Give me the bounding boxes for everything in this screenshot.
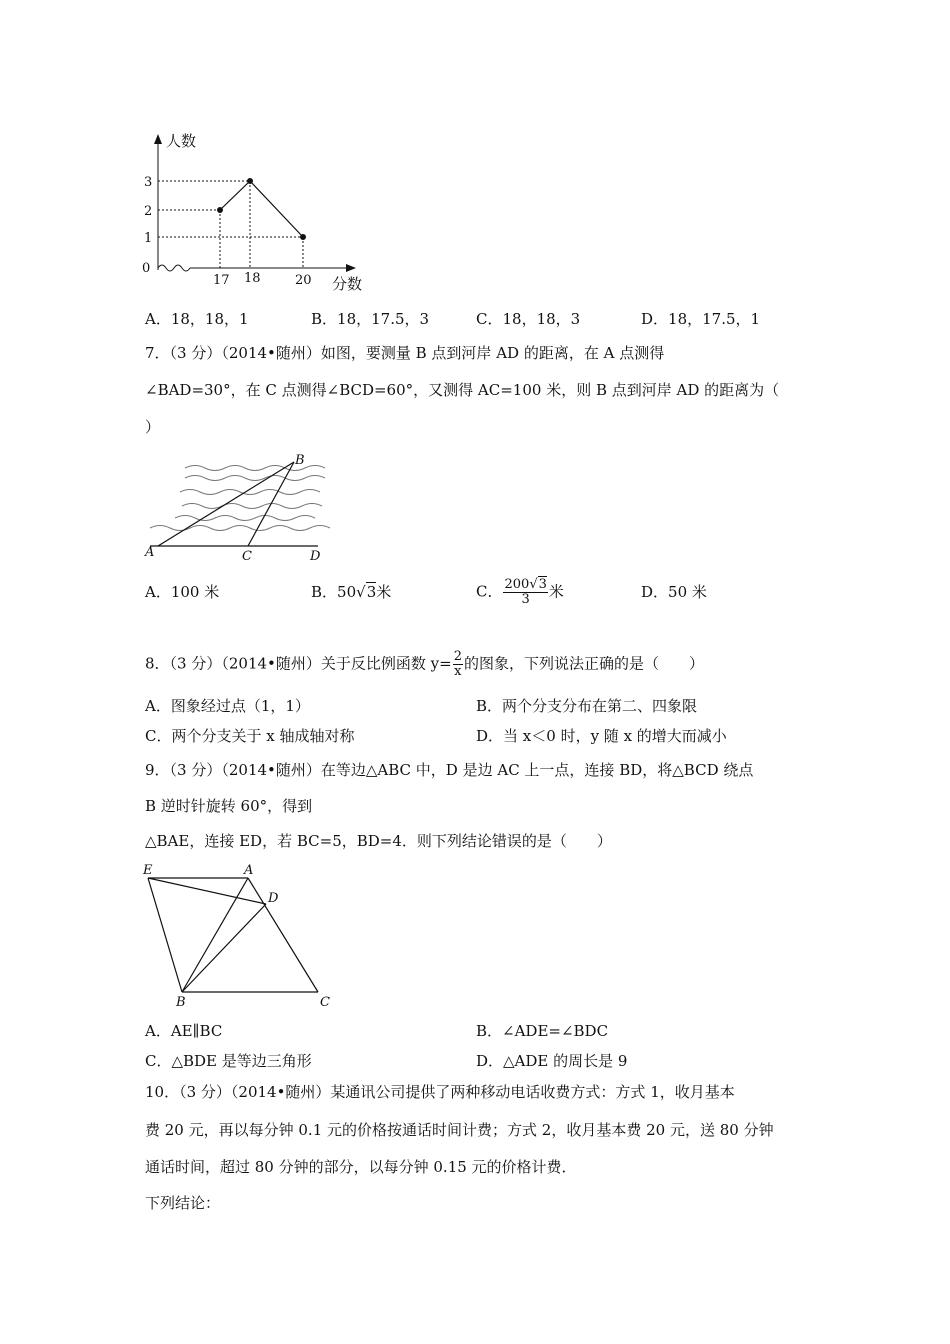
q7-option-b-unit: 米 (376, 583, 392, 601)
label-c: C (242, 549, 252, 564)
data-line (220, 181, 303, 237)
q9-triangle-figure (140, 860, 340, 1010)
q7-option-b (311, 582, 391, 602)
q7-option-b-root: 3 (366, 583, 377, 601)
q6-option-a: A．18，18，1 (145, 310, 249, 328)
q8-stem-suffix: 的图象，下列说法正确的是（ ） (463, 654, 704, 673)
river-waves (150, 466, 330, 531)
q10-stem-line2: 费 20 元，再以每分钟 0.1 元的价格按通话时间计费；方式 2，收月基本费 20 元，送 80 分钟 (145, 1121, 774, 1139)
y-tick-3: 3 (144, 175, 153, 190)
q8-option-a: A．图象经过点（1，1） (145, 697, 310, 715)
q7-option-c (476, 578, 564, 607)
q7-stem-line1: 7．（3 分）（2014•随州）如图，要测量 B 点到河岸 AD 的距离，在 A 点测得 (145, 344, 665, 362)
point-17-2 (217, 207, 223, 213)
segment-bd (182, 904, 266, 992)
frac-coef: 200 (504, 577, 530, 592)
q10-stem-line3: 通话时间，超过 80 分钟的部分，以每分钟 0.15 元的价格计费． (145, 1158, 577, 1176)
x-axis-arrow (346, 264, 356, 272)
q8-frac-num: 2 (453, 649, 462, 664)
label-d: D (268, 891, 279, 906)
q9-stem-line3: △BAE，连接 ED，若 BC=5，BD=4．则下列结论错误的是（ ） (145, 832, 612, 850)
q6-option-c: C．18，18，3 (476, 310, 581, 328)
q7-option-b-prefix: B．50 (311, 583, 357, 601)
q8-stem-prefix: 8．（3 分）（2014•随州）关于反比例函数 y= (145, 654, 452, 673)
segment-ab (182, 878, 248, 992)
point-18-3 (247, 178, 253, 184)
q6-score-chart (140, 128, 380, 298)
q8-stem (145, 650, 704, 679)
segment-cb (248, 462, 294, 546)
q10-stem-line1: 10．（3 分）（2014•随州）某通讯公司提供了两种移动电话收费方式：方式 1，收月基本 (145, 1083, 735, 1101)
q9-option-c: C．△BDE 是等边三角形 (145, 1052, 312, 1070)
x-tick-17: 17 (213, 273, 230, 288)
label-a: A (244, 863, 254, 878)
label-d: D (310, 549, 321, 564)
label-a: A (145, 545, 155, 560)
segment-ac (248, 878, 318, 992)
frac-root: 3 (538, 577, 547, 592)
q7-option-d: D．50 米 (641, 583, 707, 601)
q7-stem-line2: ∠BAD=30°，在 C 点测得∠BCD=60°，又测得 AC=100 米，则 B 点到河岸 AD 的距离为（ (145, 381, 780, 399)
q9-option-b: B．∠ADE=∠BDC (476, 1022, 609, 1040)
q9-option-a: A．AE∥BC (145, 1022, 223, 1040)
q6-option-b: B．18，17.5，3 (311, 310, 430, 328)
frac-denominator: 3 (521, 592, 530, 607)
segment-ed (148, 878, 266, 904)
q9-stem-line2: B 逆时针旋转 60°，得到 (145, 797, 313, 815)
q10-stem-line4: 下列结论： (145, 1194, 221, 1212)
q7-option-a: A．100 米 (145, 583, 220, 601)
q8-option-b: B．两个分支分布在第二、四象限 (476, 697, 698, 715)
q9-stem-line1: 9．（3 分）（2014•随州）在等边△ABC 中，D 是边 AC 上一点，连接 BD，将△BCD 绕点 (145, 761, 754, 779)
origin-label: 0 (142, 261, 151, 276)
q7-option-c-unit: 米 (548, 582, 564, 601)
y-tick-2: 2 (144, 204, 153, 219)
x-tick-18: 18 (244, 271, 261, 286)
q6-option-d: D．18，17.5，1 (641, 310, 761, 328)
x-tick-20: 20 (295, 273, 312, 288)
q8-frac-den: x (454, 664, 462, 679)
point-20-1 (300, 234, 306, 240)
label-e: E (143, 863, 153, 878)
q9-option-d: D．△ADE 的周长是 9 (476, 1052, 628, 1070)
q8-fraction (453, 650, 463, 679)
axis-break (158, 265, 190, 271)
x-axis-label: 分数 (332, 275, 363, 293)
q7-river-figure (140, 450, 340, 570)
label-c: C (320, 995, 330, 1010)
q8-option-d: D．当 x＜0 时，y 随 x 的增大而减小 (476, 727, 727, 745)
segment-eb (148, 878, 182, 992)
y-axis-label: 人数 (166, 132, 197, 150)
q7-option-c-prefix: C． (476, 582, 503, 601)
q7-stem-line3: ） (145, 418, 161, 436)
label-b: B (295, 453, 305, 468)
sqrt-sign: √ (356, 583, 366, 601)
y-tick-1: 1 (144, 231, 153, 246)
sqrt-sign: √ (529, 577, 538, 592)
y-axis-arrow (154, 134, 162, 144)
q8-option-c: C．两个分支关于 x 轴成轴对称 (145, 727, 355, 745)
q7-option-c-fraction (503, 578, 547, 607)
label-b: B (176, 995, 186, 1010)
